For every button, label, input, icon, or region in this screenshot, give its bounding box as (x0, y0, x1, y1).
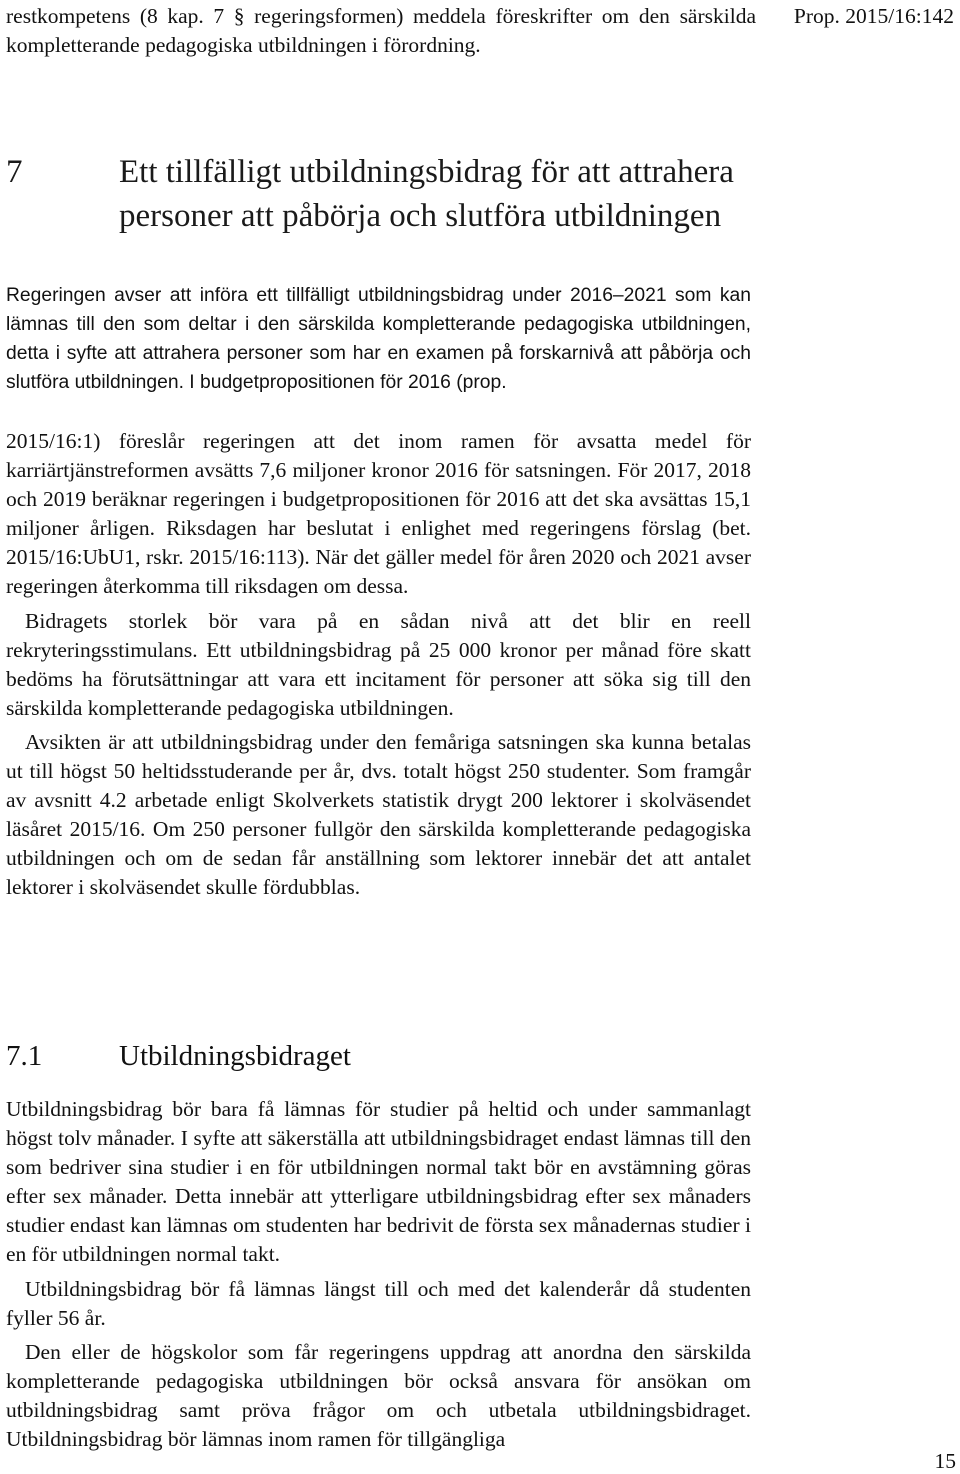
section-paragraph-3: Den eller de högskolor som får regeringens uppdrag att anordna den särskilda kompletterande pedagogiska utbildningen bör också ansvara för ansökan om utbildningsbidrag samt pröva frågor om och utbetala utbildningsbidraget. Utbildningsbidrag bör lämnas inom ramen för tillgängliga (6, 1339, 751, 1452)
section-title: Utbildningsbidraget (119, 1040, 351, 1072)
proposition-reference: Prop. 2015/16:142 (793, 4, 954, 28)
budget-ref-sans: I budgetpropositionen för 2016 (prop. (189, 372, 507, 394)
section-paragraph-1: Utbildningsbidrag bör bara få lämnas för studier på heltid och under sammanlagt högst tolv månader. I syfte att säkerställa att utbildningsbidraget endast lämnas till den som bedriver sina studier i en för utbildningen normal takt bör en avstämning göras efter sex månader. Detta innebär att ytterligare utbildningsbidrag efter sex månaders studier endast kan lämnas om studenten har bedrivit de första sex månadernas studier i en för utbildningen normal takt. (6, 1097, 751, 1267)
chapter-heading (6, 150, 756, 238)
section-heading (6, 1036, 351, 1076)
section-number: 7.1 (6, 1040, 43, 1072)
summary-paragraph (6, 281, 751, 397)
continued-paragraph: restkompetens (8 kap. 7 § regeringsformen) meddela föreskrifter om den särskilda kompletterande pedagogiska utbildningen i förordning. (6, 4, 756, 57)
page-number: 15 (934, 1449, 956, 1473)
chapter-summary (6, 281, 751, 397)
section-paragraph-2: Utbildningsbidrag bör få lämnas längst till och med det kalenderår då studenten fyller 56 år. (6, 1276, 751, 1330)
section-body (6, 1095, 751, 1459)
chapter-number: 7 (6, 154, 23, 190)
summary-text: Regeringen avser att införa ett tillfälligt utbildningsbidrag under 2016–2021 som kan lämnas till den som deltar i den särskilda kompletterande pedagogiska utbildningen, detta i syfte att attrahera personer som har en examen på forskarnivå att påbörja och slutföra utbildningen. (6, 285, 751, 394)
chapter-title: Ett tillfälligt utbildningsbidrag för att attrahera personer att påbörja och slutföra utbildningen (119, 154, 734, 234)
body-paragraph-3: Avsikten är att utbildningsbidrag under den femåriga satsningen ska kunna betalas ut till högst 50 heltidsstuderande per år, dvs. totalt högst 250 studenter. Som framgår av avsnitt 4.2 arbetade enligt Skolverkets statistik drygt 200 lektorer i skolväsendet läsåret 2015/16. Om 250 personer fullgör den särskilda kompletterande pedagogiska utbildningen och om de sedan får anställning som lektorer innebär det att antalet lektorer i skolväsendet skulle fördubblas. (6, 729, 751, 900)
body-paragraph-1: 2015/16:1) föreslår regeringen att det inom ramen för avsatta medel för karriärtjänstreformen avsätts 7,6 miljoner kronor 2016 för satsningen. För 2017, 2018 och 2019 beräknar regeringen i budgetpropositionen för 2016 att det ska avsättas 15,1 miljoner årligen. Riksdagen har beslutat i enlighet med regeringens förslag (bet. 2015/16:UbU1, rskr. 2015/16:113). När det gäller medel för åren 2020 och 2021 avser regeringen återkomma till riksdagen om dessa. (6, 429, 751, 599)
body-paragraph-2: Bidragets storlek bör vara på en sådan nivå att det blir en reell rekryteringsstimulans. Ett utbildningsbidrag på 25 000 kronor per månad före skatt bedöms ha förutsättningar att vara ett incitament för personer att söka sig till den särskilda kompletterande pedagogiska utbildningen. (6, 608, 751, 720)
chapter-body (6, 427, 751, 908)
